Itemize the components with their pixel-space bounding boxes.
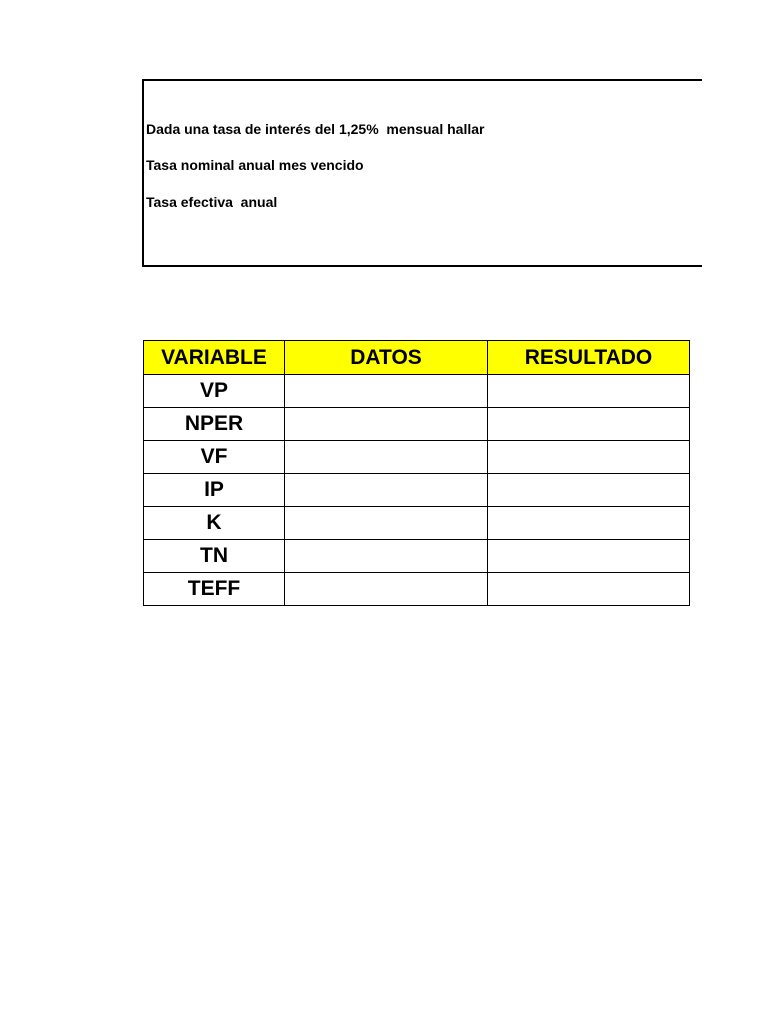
resultado-cell[interactable] xyxy=(488,573,690,606)
resultado-cell[interactable] xyxy=(488,441,690,474)
header-variable: VARIABLE xyxy=(144,341,285,375)
table-row xyxy=(144,507,690,540)
datos-cell[interactable] xyxy=(285,507,488,540)
resultado-cell[interactable] xyxy=(488,507,690,540)
table-row xyxy=(144,375,690,408)
variable-cell: TEFF xyxy=(144,573,285,606)
resultado-cell[interactable] xyxy=(488,375,690,408)
datos-cell[interactable] xyxy=(285,408,488,441)
datos-cell[interactable] xyxy=(285,474,488,507)
resultado-cell[interactable] xyxy=(488,474,690,507)
resultado-cell[interactable] xyxy=(488,408,690,441)
table-header-row xyxy=(144,341,690,375)
problem-line-nominal-rate: Tasa nominal anual mes vencido xyxy=(146,157,364,173)
datos-cell[interactable] xyxy=(285,573,488,606)
table-row xyxy=(144,540,690,573)
datos-cell[interactable] xyxy=(285,441,488,474)
problem-statement-box xyxy=(142,79,702,267)
problem-line-interest-rate: Dada una tasa de interés del 1,25% mensual hallar xyxy=(146,121,485,137)
variable-cell: NPER xyxy=(144,408,285,441)
table-row xyxy=(144,441,690,474)
variable-cell: VP xyxy=(144,375,285,408)
header-datos: DATOS xyxy=(285,341,488,375)
table-row xyxy=(144,408,690,441)
variable-cell: IP xyxy=(144,474,285,507)
datos-cell[interactable] xyxy=(285,540,488,573)
header-resultado: RESULTADO xyxy=(488,341,690,375)
variables-table xyxy=(143,340,690,606)
variable-cell: K xyxy=(144,507,285,540)
variable-cell: VF xyxy=(144,441,285,474)
table-row xyxy=(144,474,690,507)
table-row xyxy=(144,573,690,606)
resultado-cell[interactable] xyxy=(488,540,690,573)
problem-line-effective-rate: Tasa efectiva anual xyxy=(146,194,278,210)
variable-cell: TN xyxy=(144,540,285,573)
datos-cell[interactable] xyxy=(285,375,488,408)
